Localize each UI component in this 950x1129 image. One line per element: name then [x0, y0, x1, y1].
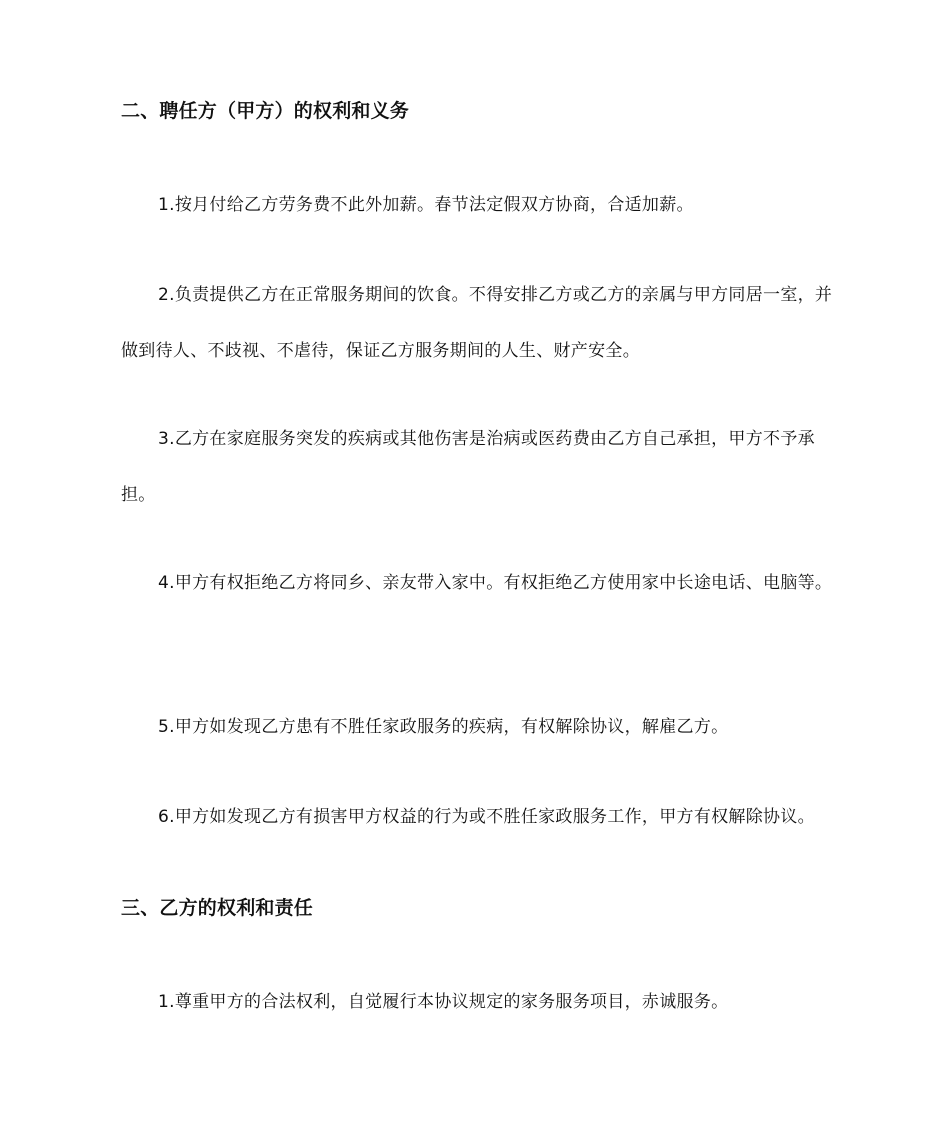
- clause-a-2: 2.负责提供乙方在正常服务期间的饮食。不得安排乙方或乙方的亲属与甲方同居一室，并做到待人、不歧视、不虐待，保证乙方服务期间的人生、财产安全。: [121, 285, 833, 361]
- clause-a-1: 1.按月付给乙方劳务费不此外加薪。春节法定假双方协商，合适加薪。: [158, 195, 694, 215]
- section-heading-party-a: 二、聘任方（甲方）的权利和义务: [121, 100, 410, 122]
- clause-a-4: 4.甲方有权拒绝乙方将同乡、亲友带入家中。有权拒绝乙方使用家中长途电话、电脑等。: [158, 573, 833, 593]
- clause-a-3: 3.乙方在家庭服务突发的疾病或其他伤害是治病或医药费由乙方自己承担，甲方不予承担。: [121, 429, 815, 505]
- clause-b-1: 1.尊重甲方的合法权利，自觉履行本协议规定的家务服务项目，赤诚服务。: [158, 992, 729, 1012]
- section-heading-party-b: 三、乙方的权利和责任: [121, 897, 314, 919]
- clause-a-5: 5.甲方如发现乙方患有不胜任家政服务的疾病，有权解除协议，解雇乙方。: [158, 717, 729, 737]
- clause-a-6: 6.甲方如发现乙方有损害甲方权益的行为或不胜任家政服务工作，甲方有权解除协议。: [158, 807, 815, 827]
